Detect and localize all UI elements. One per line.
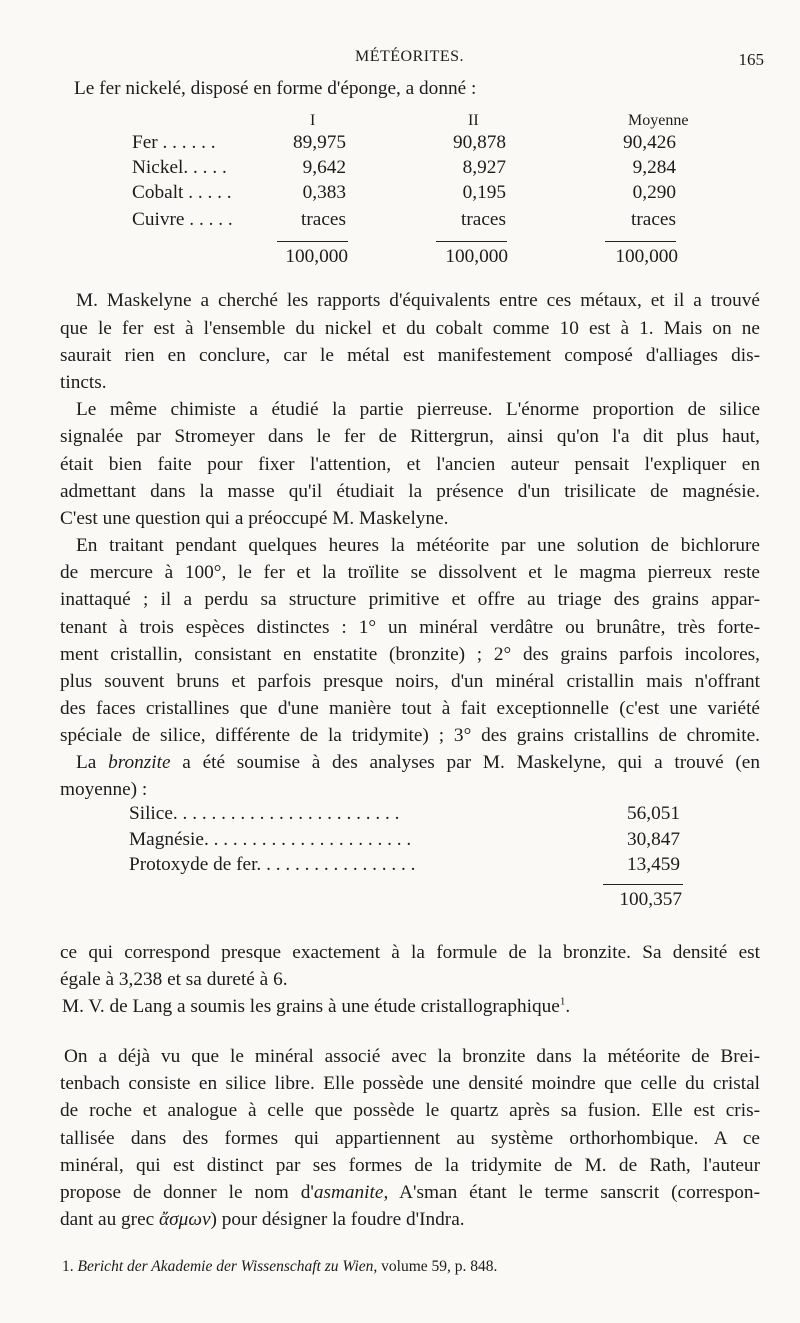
greek-word: ἄσμων — [159, 1209, 211, 1230]
total-cell: 100,357 — [619, 889, 682, 910]
text-line: saurait rien en conclure, car le métal est manifestement composé d'alliages dis- — [60, 345, 760, 366]
text-line — [60, 1179, 760, 1206]
total-cell: 100,000 — [615, 246, 678, 267]
term-italic: asmanite — [313, 1182, 384, 1203]
sum-rule — [436, 241, 507, 242]
table-cell: 13,459 — [626, 854, 680, 875]
table-cell: 56,051 — [626, 803, 680, 824]
table-cell: 90,878 — [452, 132, 506, 153]
text-line: ce qui correspond presque exactement à la formule de la bronzite. Sa densité est — [60, 942, 760, 963]
table-cell: 0,195 — [462, 182, 506, 203]
text-line: tallisée dans des formes qui appartiennent au système orthorhombique. A ce — [60, 1128, 760, 1149]
text-span: ) pour désigner la foudre d'Indra. — [210, 1209, 465, 1230]
text-line: de roche et analogue à celle que possède le quartz après sa fusion. Elle est cris- — [60, 1100, 760, 1121]
table-cell: 30,847 — [626, 829, 680, 850]
row-label: Silice. . . . . . . . . . . . . . . . . . . . . . . . — [129, 803, 400, 824]
text-line: plus souvent bruns et parfois presque noirs, d'un minéral cristallin mais n'offrant — [60, 671, 760, 692]
text-line: C'est une question qui a préoccupé M. Maskelyne. — [60, 508, 449, 529]
column-header: I — [310, 112, 316, 129]
intro-line: Le fer nickelé, disposé en forme d'éponge, a donné : — [74, 78, 477, 99]
row-label: Magnésie. . . . . . . . . . . . . . . . . . . . . . — [129, 829, 412, 850]
column-header: II — [468, 112, 479, 129]
term-italic: bronzite — [108, 752, 171, 773]
text-span: a été soumise à des analyses par M. Maskelyne, qui a trouvé (en — [170, 752, 760, 773]
table-cell: 0,290 — [632, 182, 676, 203]
text-span: M. V. de Lang a soumis les grains à une étude cristallographique — [62, 996, 560, 1017]
text-line: ment cristallin, consistant en enstatite (bronzite) ; 2° des grains parfois incolores, — [60, 644, 760, 665]
running-head: MÉTÉORITES. — [355, 48, 465, 65]
text-line: spéciale de silice, différente de la tridymite) ; 3° des grains cristallins de chromite. — [60, 725, 760, 746]
text-line: des faces cristallines que d'une manière tout à fait exceptionnelle (c'est une variété — [60, 698, 760, 719]
text-line: était bien faite pour fixer l'attention, et l'ancien auteur pensait l'expliquer en — [60, 454, 760, 475]
column-header: Moyenne — [628, 112, 689, 129]
row-label: Cuivre . . . . . — [132, 209, 233, 230]
text-line: tenbach consiste en silice libre. Elle possède une densité moindre que celle du cristal — [60, 1073, 760, 1094]
table-cell: traces — [301, 209, 346, 230]
table-cell: 9,284 — [632, 157, 676, 178]
text-line: signalée par Stromeyer dans le fer de Rittergrun, ainsi qu'on l'a dit plus haut, — [60, 426, 760, 447]
text-line: tincts. — [60, 372, 107, 393]
page-header — [0, 44, 800, 74]
total-cell: 100,000 — [445, 246, 508, 267]
text-span: . — [565, 996, 571, 1017]
table-cell: traces — [461, 209, 506, 230]
text-line: Le même chimiste a étudié la partie pierreuse. L'énorme proportion de silice — [76, 399, 760, 420]
table-cell: 8,927 — [462, 157, 506, 178]
text-line: minéral, qui est distinct par ses formes de la tridymite de M. de Rath, l'auteur — [60, 1155, 760, 1176]
text-span: propose de donner le nom d' — [60, 1182, 314, 1203]
row-label: Protoxyde de fer. . . . . . . . . . . . . . . . . — [129, 854, 416, 875]
footnote-source: Bericht der Akademie der Wissenschaft zu Wien, — [77, 1258, 378, 1275]
text-line: moyenne) : — [60, 779, 148, 800]
sum-rule — [277, 241, 348, 242]
text-line — [60, 749, 760, 776]
sum-rule — [605, 241, 676, 242]
text-line: M. Maskelyne a cherché les rapports d'équivalents entre ces métaux, et il a trouvé — [76, 290, 760, 311]
text-line: On a déjà vu que le minéral associé avec la bronzite dans la météorite de Brei- — [64, 1046, 760, 1067]
text-line: inattaqué ; il a perdu sa structure primitive et offre au triage des grains appar- — [60, 589, 760, 610]
total-cell: 100,000 — [285, 246, 348, 267]
table-cell: 9,642 — [302, 157, 346, 178]
page-number: 165 — [738, 50, 764, 69]
text-line: égale à 3,238 et sa dureté à 6. — [60, 969, 288, 990]
text-line: En traitant pendant quelques heures la météorite par une solution de bichlorure — [76, 535, 760, 556]
text-line — [60, 1206, 465, 1233]
row-label: Nickel. . . . . — [132, 157, 227, 178]
table-cell: 89,975 — [292, 132, 346, 153]
text-span: , A'sman étant le terme sanscrit (correspon- — [383, 1182, 760, 1203]
sum-rule — [603, 884, 683, 885]
footnote-rest: volume 59, p. 848. — [377, 1258, 498, 1275]
text-line: que le fer est à l'ensemble du nickel et du cobalt comme 10 est à 1. Mais on ne — [60, 318, 760, 339]
text-line: admettant dans la masse qu'il étudiait la présence d'un trisilicate de magnésie. — [60, 481, 760, 502]
footnote — [62, 1258, 497, 1276]
text-line: de mercure à 100°, le fer et la troïlite se dissolvent et le magma pierreux reste — [60, 562, 760, 583]
table-cell: 90,426 — [622, 132, 676, 153]
row-label: Fer . . . . . . — [132, 132, 216, 153]
table-cell: traces — [631, 209, 676, 230]
footnote-marker: 1 — [559, 995, 566, 1008]
text-span: dant au grec — [60, 1209, 160, 1230]
row-label: Cobalt . . . . . — [132, 182, 232, 203]
text-span: La — [76, 752, 109, 773]
footnote-number: 1. — [62, 1258, 74, 1275]
table-cell: 0,383 — [302, 182, 346, 203]
text-line: tenant à trois espèces distinctes : 1° un minéral verdâtre ou brunâtre, très forte- — [60, 617, 760, 638]
text-line — [62, 993, 570, 1020]
